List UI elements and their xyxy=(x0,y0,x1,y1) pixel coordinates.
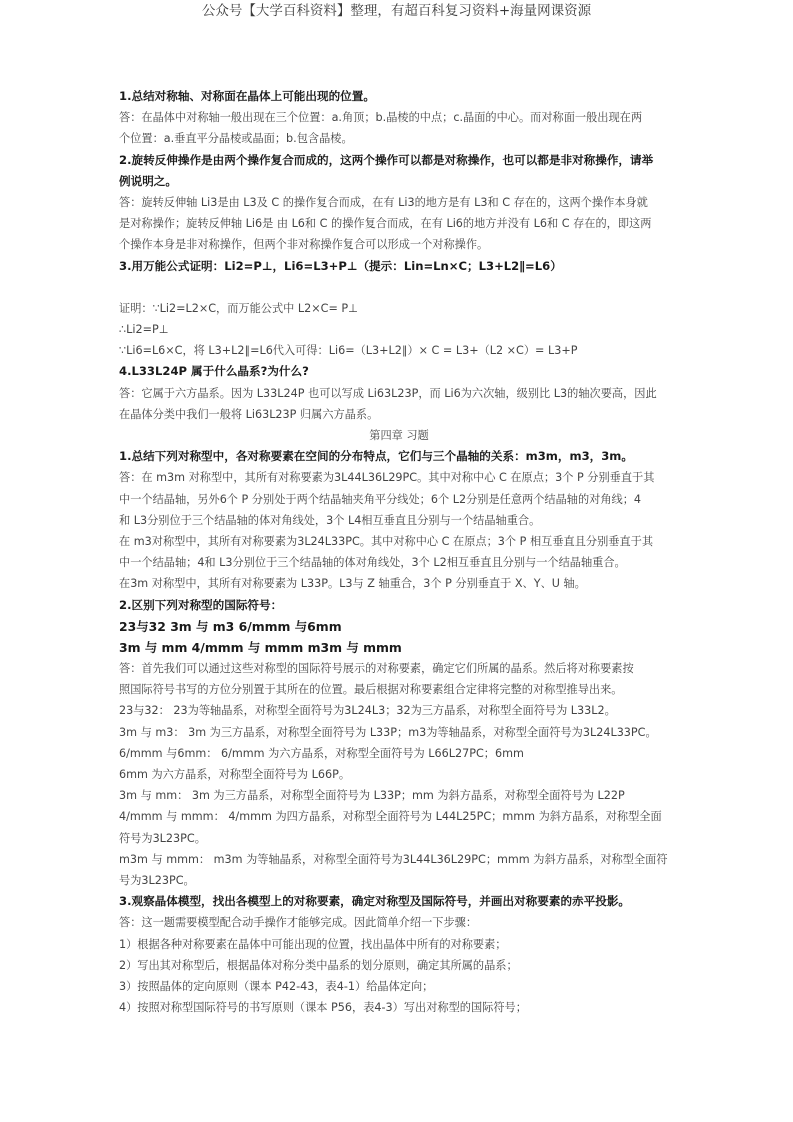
answer-line: 3m 与 m3： 3m 为三方晶系，对称型全面符号为 L33P；m3为等轴晶系，对称型全面符号为3L24L33PC。 xyxy=(119,725,657,739)
answer-line: 6/mmm 与6mm： 6/mmm 为六方晶系，对称型全面符号为 L66L27PC；6mm xyxy=(119,746,524,760)
answer-line: 和 L3分别位于三个结晶轴的体对角线处，3个 L4相互垂直且分别与一个结晶轴重合。 xyxy=(119,513,541,527)
question-line: 2.区别下列对称型的国际符号： xyxy=(119,597,283,612)
answer-line: 答：它属于六方晶系。因为 L33L24P 也可以写成 Li63L23P，而 Li6为六次轴，级别比 L3的轴次要高，因此 xyxy=(119,386,657,400)
answer-line: ∵Li6=L6×C，将 L3+L2∥=L6代入可得：Li6=（L3+L2∥）× C = L3+（L2 ×C）= L3+P xyxy=(119,344,578,358)
question-line: 2.旋转反伸操作是由两个操作复合而成的，这两个操作可以都是对称操作，也可以都是非对称操作，请举 xyxy=(119,152,654,167)
answer-line: 6mm 为六方晶系，对称型全面符号为 L66P。 xyxy=(119,768,351,781)
symbol-line: 23与32 3m 与 m3 6/mmm 与6mm xyxy=(119,618,342,634)
question-line: 例说明之。 xyxy=(119,173,177,188)
answer-line: 23与32： 23为等轴晶系，对称型全面符号为3L24L3；32为三方晶系，对称型全面符号为 L33L2。 xyxy=(119,704,616,718)
answer-line: 答：这一题需要模型配合动手操作才能够完成。因此简单介绍一下步骤： xyxy=(119,916,478,930)
answer-line: 个操作本身是非对称操作，但两个非对称操作复合可以形成一个对称操作。 xyxy=(119,238,489,252)
answer-line: ∴Li2=P⊥ xyxy=(119,323,169,337)
answer-line: 中一个结晶轴；4和 L3分别位于三个结晶轴的体对角线处，3个 L2相互垂直且分别与一个结晶轴重合。 xyxy=(119,556,626,570)
question-line: 3.用万能公式证明：Li2=P⊥，Li6=L3+P⊥（提示：Lin=Ln×C；L3+L2∥=L6） xyxy=(119,258,562,273)
answer-line: 证明：∵Li2=L2×C，而万能公式中 L2×C= P⊥ xyxy=(119,301,358,315)
question-line: 1.总结对称轴、对称面在晶体上可能出现的位置。 xyxy=(119,89,375,103)
answer-line: 答：首先我们可以通过这些对称型的国际符号展示的对称要素，确定它们所属的晶系。然后将对称要素按 xyxy=(119,662,634,676)
answer-line: m3m 与 mmm： m3m 为等轴晶系，对称型全面符号为3L44L36L29PC；mmm 为斜方晶系，对称型全面符 xyxy=(119,852,668,866)
answer-line: 在3m 对称型中，其所有对称要素为 L33P。L3与 Z 轴重合，3个 P 分别垂直于 X、Y、U 轴。 xyxy=(119,577,586,591)
page-header: 公众号【大学百科资料】整理，有超百科复习资料+海量网课资源 xyxy=(201,3,592,19)
answer-line: 照国际符号书写的方位分别置于其所在的位置。最后根据对称要素组合定律将完整的对称型推导出来。 xyxy=(119,683,623,697)
answer-line: 个位置：a.垂直平分晶棱或晶面；b.包含晶棱。 xyxy=(119,132,353,146)
symbol-line: 3m 与 mm 4/mmm 与 mmm m3m 与 mmm xyxy=(119,639,402,655)
answer-line: 是对称操作；旋转反伸轴 Li6是 由 L6和 C 的操作复合而成，在有 Li6的地方并没有 L6和 C 存在的，即这两 xyxy=(119,217,652,231)
answer-line: 中一个结晶轴，另外6个 P 分别处于两个结晶轴夹角平分线处；6个 L2分别是任意两个结晶轴的对角线；4 xyxy=(119,492,641,506)
blank-line xyxy=(119,277,679,298)
answer-line: 3m 与 mm： 3m 为三方晶系，对称型全面符号为 L33P；mm 为斜方晶系，对称型全面符号为 L22P xyxy=(119,789,625,803)
answer-line: 3）按照晶体的定向原则（课本 P42-43，表4-1）给晶体定向； xyxy=(119,979,434,993)
question-line: 1.总结下列对称型中，各对称要素在空间的分布特点，它们与三个晶轴的关系：m3m，m3，3m。 xyxy=(119,449,633,464)
answer-line: 4）按照对称型国际符号的书写原则（课本 P56，表4-3）写出对称型的国际符号； xyxy=(119,1001,527,1015)
question-line: 3.观察晶体模型，找出各模型上的对称要素，确定对称型及国际符号，并画出对称要素的赤平投影。 xyxy=(119,894,631,909)
answer-line: 1）根据各种对称要素在晶体中可能出现的位置，找出晶体中所有的对称要素； xyxy=(119,937,507,951)
answer-line: 答：在晶体中对称轴一般出现在三个位置：a.角顶；b.晶棱的中点；c.晶面的中心。而对称面一般出现在两 xyxy=(119,111,643,125)
answer-line: 4/mmm 与 mmm： 4/mmm 为四方晶系，对称型全面符号为 L44L25PC；mmm 为斜方晶系，对称型全面 xyxy=(119,810,662,824)
answer-line: 在 m3对称型中，其所有对称要素为3L24L33PC。其中对称中心 C 在原点；3个 P 相互垂直且分别垂直于其 xyxy=(119,534,654,548)
answer-line: 2）写出其对称型后，根据晶体对称分类中晶系的划分原则，确定其所属的晶系； xyxy=(119,958,518,972)
answer-line: 符号为3L23PC。 xyxy=(119,831,206,845)
answer-line: 答：在 m3m 对称型中，其所有对称要素为3L44L36L29PC。其中对称中心 C 在原点；3个 P 分别垂直于其 xyxy=(119,471,655,485)
answer-line: 号为3L23PC。 xyxy=(119,873,195,887)
answer-line: 在晶体分类中我们一般将 Li63L23P 归属六方晶系。 xyxy=(119,407,379,421)
document-body xyxy=(119,86,679,1018)
question-line: 4.L33L24P 属于什么晶系?为什么? xyxy=(119,364,309,379)
answer-line: 答：旋转反伸轴 Li3是由 L3及 C 的操作复合而成，在有 Li3的地方是有 L3和 C 存在的，这两个操作本身就 xyxy=(119,195,648,209)
chapter-heading: 第四章 习题 xyxy=(369,429,429,442)
